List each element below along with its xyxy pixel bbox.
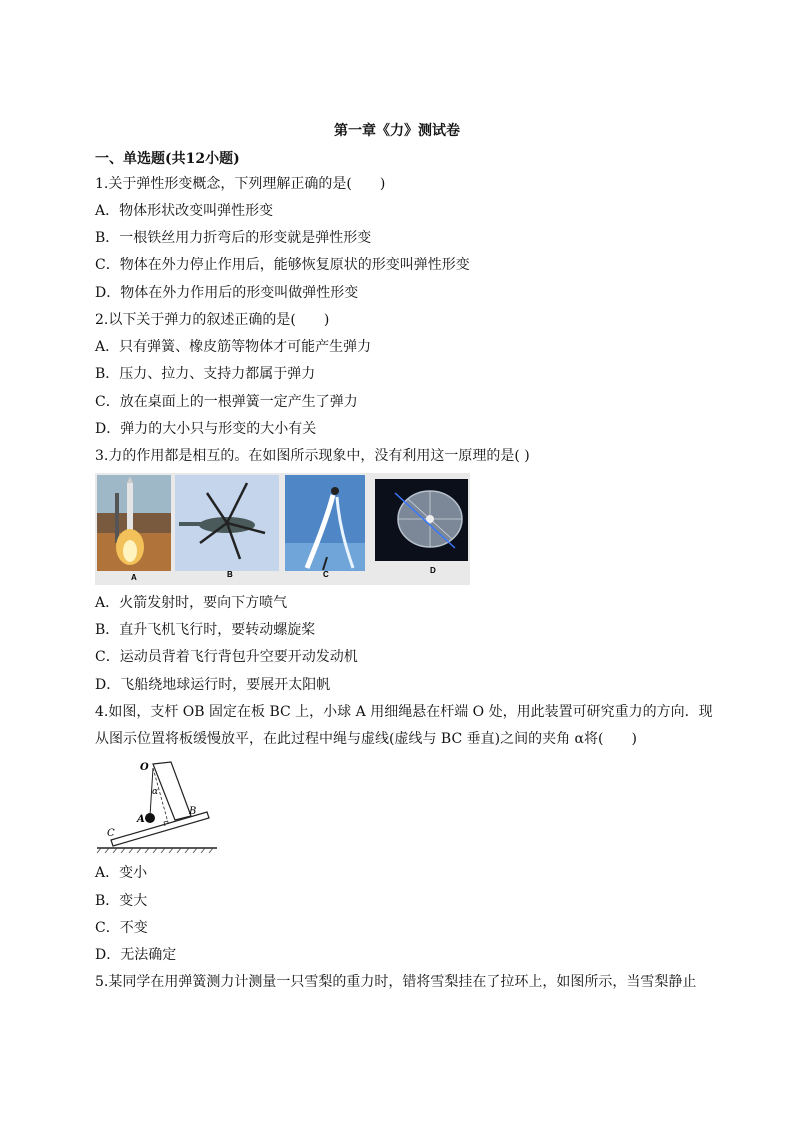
question-3-option-a[interactable]: A．火箭发射时，要向下方喷气 [95, 595, 288, 611]
photo-b-label: B [227, 570, 233, 579]
question-2-stem: 2.以下关于弹力的叙述正确的是( ) [95, 312, 330, 328]
question-3-stem: 3.力的作用都是相互的。在如图所示现象中，没有利用这一原理的是( ) [95, 448, 530, 464]
question-1-stem: 1.关于弹性形变概念，下列理解正确的是( ) [95, 176, 386, 192]
question-1-option-c[interactable]: C．物体在外力停止作用后，能够恢复原状的形变叫弹性形变 [95, 257, 470, 273]
ball-a [145, 813, 155, 823]
question-3-option-d[interactable]: D．飞船绕地球运行时，要展开太阳帆 [95, 677, 331, 693]
question-1-option-a[interactable]: A．物体形状改变叫弹性形变 [95, 203, 274, 219]
label-a: A [137, 814, 145, 825]
page-title: 第一章《力》测试卷 [334, 123, 460, 139]
question-3-option-b[interactable]: B．直升飞机飞行时，要转动螺旋桨 [95, 622, 316, 638]
question-4-stem-line-1: 4.如图，支杆 OB 固定在板 BC 上，小球 A 用细绳悬在杆端 O 处，用此装置可研究重力的方向．现 [95, 704, 713, 720]
question-4-option-c[interactable]: C．不变 [95, 920, 148, 936]
photo-a-label: A [131, 573, 137, 582]
question-2-option-d[interactable]: D．弹力的大小只与形变的大小有关 [95, 421, 317, 437]
section-heading: 一、单选题(共12小题) [95, 151, 240, 167]
question-2-option-c[interactable]: C．放在桌面上的一根弹簧一定产生了弹力 [95, 394, 358, 410]
question-4-figure [95, 756, 220, 856]
label-c: C [107, 828, 115, 839]
question-4-option-b[interactable]: B．变大 [95, 893, 148, 909]
photo-d-label: D [430, 566, 436, 575]
label-b: B [189, 806, 197, 817]
label-o: O [140, 762, 149, 773]
label-alpha: α [152, 787, 159, 797]
question-3-figure [95, 473, 470, 585]
solar-sail-photo [375, 479, 468, 561]
question-1-option-b[interactable]: B．一根铁丝用力折弯后的形变就是弹性形变 [95, 230, 372, 246]
question-2-option-a[interactable]: A．只有弹簧、橡皮筋等物体才可能产生弹力 [95, 339, 372, 355]
question-5-stem: 5.某同学在用弹簧测力计测量一只雪梨的重力时，错将雪梨挂在了拉环上，如图所示，当雪梨静止 [95, 974, 697, 990]
question-4-option-a[interactable]: A．变小 [95, 865, 148, 881]
question-4-stem-line-2: 从图示位置将板缓慢放平，在此过程中绳与虚线(虚线与 BC 垂直)之间的夹角 α将( ) [95, 731, 637, 747]
photo-c-label: C [323, 570, 329, 579]
question-3-option-c[interactable]: C．运动员背着飞行背包升空要开动发动机 [95, 649, 358, 665]
board-bc [111, 812, 209, 846]
question-2-option-b[interactable]: B．压力、拉力、支持力都属于弹力 [95, 366, 316, 382]
jetpack-photo [285, 475, 365, 571]
rocket-launch-photo [97, 475, 171, 571]
question-1-option-d[interactable]: D．物体在外力作用后的形变叫做弹性形变 [95, 285, 359, 301]
rod-ob [153, 762, 191, 820]
question-4-option-d[interactable]: D．无法确定 [95, 947, 177, 963]
helicopter-photo [175, 475, 279, 571]
